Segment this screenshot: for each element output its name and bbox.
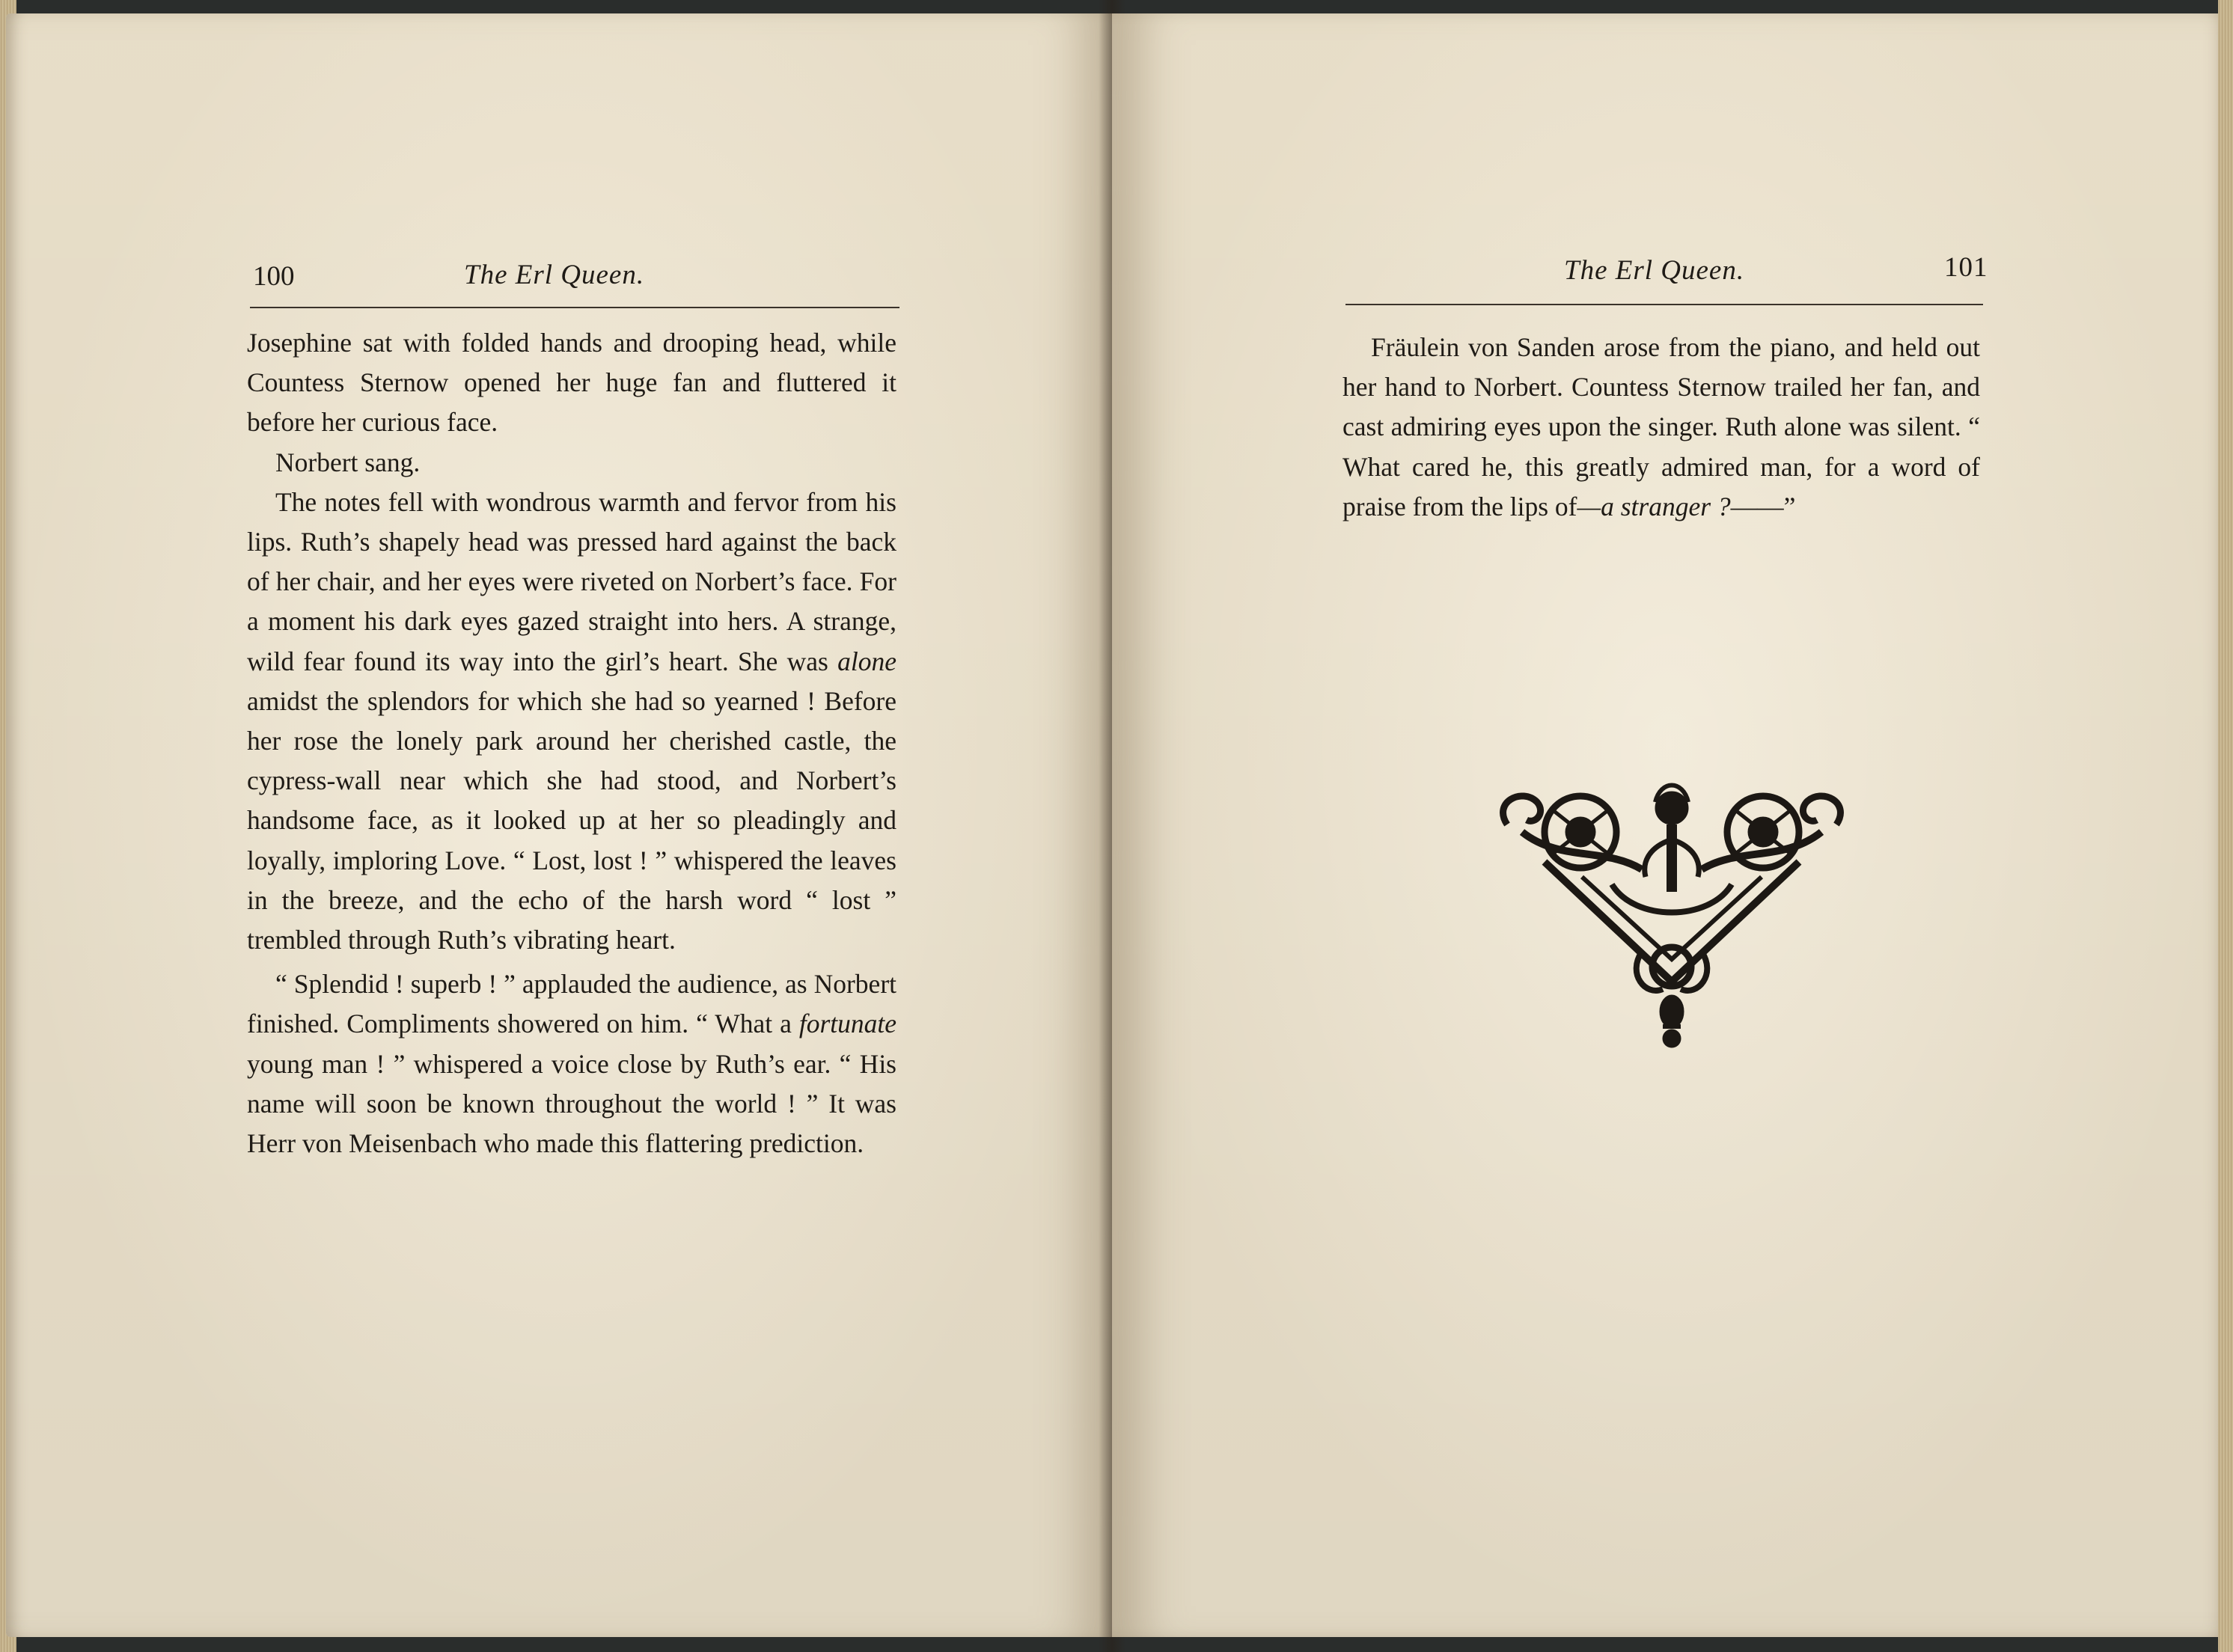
- right-page: [1112, 13, 2227, 1637]
- paragraph: [1342, 328, 1980, 527]
- tailpiece-ornament-icon: [1492, 780, 1851, 1056]
- right-running-title: The Erl Queen.: [1564, 255, 1745, 286]
- left-body-text: [247, 323, 896, 1163]
- right-body-text: [1342, 328, 1980, 527]
- italic-word: alone: [837, 646, 897, 676]
- paragraph: Josephine sat with folded hands and drooping head, while Countess Sternow opened her huge fan and fluttered it before her curious face.: [247, 328, 896, 438]
- right-header-rule: [1345, 304, 1983, 305]
- right-page-number: 101: [1944, 252, 1988, 283]
- left-page-number: 100: [253, 261, 295, 292]
- text-run: young man ! ” whispered a voice close by Ruth’s ear. “ His name will soon be known throughout the world ! ” It was Herr von Meisenbach who made this flattering prediction.: [247, 1048, 896, 1159]
- text-run: The notes fell with wondrous warmth and fervor from his lips. Ruth’s shapely head was pressed hard against the back of her chair, and her eyes were riveted on Norbert’s face. For a moment his dark eyes gazed straight into hers. A strange, wild fear found its way into the girl’s heart. She was: [247, 486, 896, 676]
- page-edges-right: [2218, 0, 2233, 1652]
- left-page: [6, 13, 1112, 1637]
- italic-word: fortunate: [798, 1009, 896, 1039]
- left-running-title: The Erl Queen.: [464, 260, 645, 290]
- text-run: Fräulein von Sanden arose from the piano, and held out her hand to Norbert. Countess Sternow trailed her fan, and cast admiring eyes upon the singer. Ruth alone was silent. “ What cared he, this greatly admired man, for a word of praise from the lips of: [1342, 332, 1980, 521]
- paragraph: Norbert sang.: [275, 447, 421, 477]
- text-run: “ Splendid ! superb ! ” applauded the audience, as Norbert finished. Compliments showered on him. “ What a: [247, 969, 896, 1039]
- italic-word: —a stranger ?: [1577, 491, 1731, 521]
- paragraph: [247, 483, 896, 960]
- text-run: amidst the splendors for which she had so yearned ! Before her rose the lonely park around her cherished castle, the cypress-wall near which she had stood, and Norbert’s handsome face, as it looked up at her so pleadingly and loyally, imploring Love. “ Lost, lost ! ” whispered the leaves in the breeze, and the echo of the harsh word “ lost ” trembled through Ruth’s vibrating heart.: [247, 685, 896, 955]
- left-header-rule: [250, 307, 899, 308]
- paragraph: [247, 964, 896, 1163]
- text-run: ——”: [1730, 491, 1796, 521]
